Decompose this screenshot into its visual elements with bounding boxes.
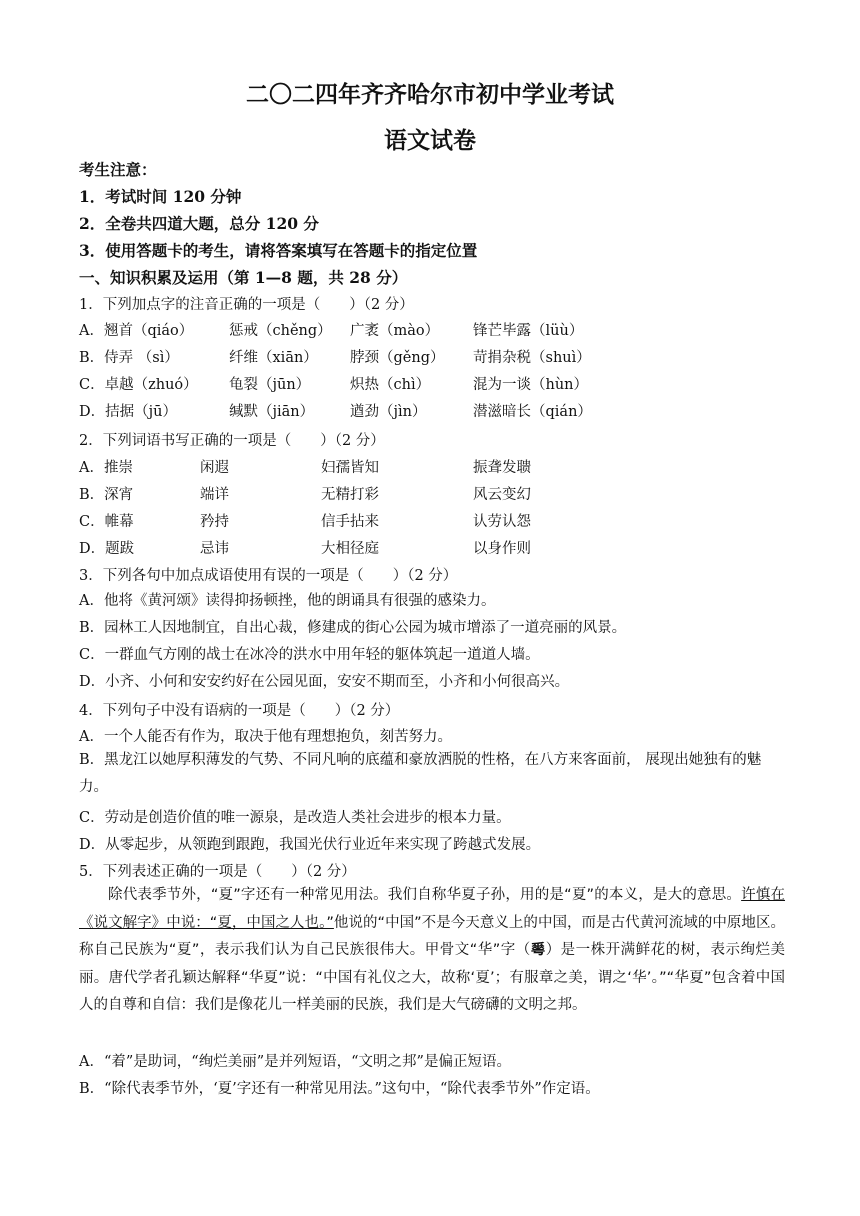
option-cell: D．拮据（jū） (79, 404, 177, 420)
option-cell: 信手拈来 (321, 514, 379, 530)
question-1-stem: 1．下列加点字的注音正确的一项是（ ）（2 分） (79, 297, 414, 313)
option-cell: 无精打彩 (321, 487, 379, 503)
option-cell: B．深宵 (79, 487, 134, 503)
option-cell: B．侍弄 （sì） (79, 350, 179, 366)
option-cell: C．帷幕 (79, 514, 134, 530)
question-5-option-b: B．“除代表季节外，‘夏’字还有一种常见用法。”这句中，“除代表季节外”作定语。 (79, 1081, 600, 1097)
question-3-stem: 3．下列各句中加点成语使用有误的一项是（ ）（2 分） (79, 568, 458, 584)
notice-item: 1．考试时间 120 分钟 (79, 187, 242, 206)
option-cell: 遒劲（jìn） (350, 404, 427, 420)
passage-text: 除代表季节外，“夏”字还有一种常见用法。我们自称华夏子孙，用的是“夏”的本义，是大的意思。 (108, 887, 742, 903)
oracle-bone-glyph-icon: 𠌶 (530, 942, 546, 958)
option-cell: 以身作则 (473, 541, 531, 557)
option-cell: 认劳认怨 (473, 514, 531, 530)
question-5-option-a: A．“着”是助词，“绚烂美丽”是并列短语，“文明之邦”是偏正短语。 (79, 1054, 511, 1070)
option-cell: A．推崇 (79, 460, 133, 476)
option-cell: A．翘首（qiáo） (79, 323, 194, 339)
option-cell: 脖颈（gěng） (350, 350, 445, 366)
option-cell: 忌讳 (200, 541, 229, 557)
option-cell: 苛捐杂税（shuì） (473, 350, 591, 366)
option-cell: 锋芒毕露（lüù） (473, 323, 584, 339)
option-cell: 潜滋暗长（qián） (473, 404, 592, 420)
question-4-option-c: C．劳动是创造价值的唯一源泉，是改造人类社会进步的根本力量。 (79, 810, 511, 826)
option-cell: 混为一谈（hùn） (473, 377, 589, 393)
question-3-option-a: A．他将《黄河颂》读得抑扬顿挫，他的朗诵具有很强的感染力。 (79, 593, 496, 609)
option-cell: 端详 (200, 487, 229, 503)
option-cell: 风云变幻 (473, 487, 531, 503)
option-cell: 广袤（mào） (350, 323, 440, 339)
option-cell: 妇孺皆知 (321, 460, 379, 476)
option-cell: 惩戒（chěng） (229, 323, 332, 339)
passage-text: 他说的“中国”不是今天意义上的中国，而是古代黄河流域的中原地区。称自己民族为“夏”，表示我们认为自己民族很伟大。甲骨文“华”字（ (79, 914, 785, 958)
option-cell: 振聋发聩 (473, 460, 531, 476)
section-heading: 一、知识积累及运用（第 1—8 题，共 28 分） (79, 268, 408, 287)
option-cell: 矜持 (200, 514, 229, 530)
question-3-option-b: B．园林工人因地制宜，自出心裁，修建成的街心公园为城市增添了一道亮丽的风景。 (79, 620, 627, 636)
question-4-option-b: B．黑龙江以她厚积薄发的气势、不同凡响的底蕴和豪放洒脱的性格，在八方来客面前， 展现出她独有的魅力。 (79, 752, 762, 795)
notice-item: 3．使用答题卡的考生，请将答案填写在答题卡的指定位置 (79, 241, 478, 260)
option-cell: 大相径庭 (321, 541, 379, 557)
question-4-stem: 4．下列句子中没有语病的一项是（ ）（2 分） (79, 703, 400, 719)
option-cell: C．卓越（zhuó） (79, 377, 198, 393)
exam-subtitle: 语文试卷 (384, 127, 476, 154)
question-3-option-c: C．一群血气方刚的战士在冰冷的洪水中用年轻的躯体筑起一道道人墙。 (79, 647, 540, 663)
passage-underlined-quote: 许慎在《说文解字》中说：“夏，中国之人也。” (79, 887, 786, 931)
question-5-passage (79, 882, 785, 1020)
option-cell: 纤维（xiān） (229, 350, 318, 366)
option-cell: 闲遐 (200, 460, 229, 476)
notice-heading: 考生注意： (79, 160, 157, 179)
exam-title: 二〇二四年齐齐哈尔市初中学业考试 (246, 81, 614, 108)
question-3-option-d: D．小齐、小何和安安约好在公园见面，安安不期而至，小齐和小何很高兴。 (79, 674, 570, 690)
option-cell: 炽热（chì） (350, 377, 431, 393)
question-2-stem: 2．下列词语书写正确的一项是（ ）（2 分） (79, 433, 385, 449)
notice-item: 2．全卷共四道大题，总分 120 分 (79, 214, 319, 233)
passage-text: ）是一株开满鲜花的树，表示绚烂美丽。唐代学者孔颖达解释“华夏”说：“中国有礼仪之大，故称‘夏’；有服章之美，谓之‘华’。”“华夏”包含着中国人的自尊和自信：我们是像花儿一样美丽的民族，我们是大气磅礴的文明之邦。 (79, 942, 786, 1013)
question-4-option-a: A．一个人能否有作为，取决于他有理想抱负，刻苦努力。 (79, 729, 452, 745)
option-cell: 龟裂（jūn） (229, 377, 311, 393)
option-cell: 缄默（jiān） (229, 404, 315, 420)
option-cell: D．题跋 (79, 541, 135, 557)
question-5-stem: 5．下列表述正确的一项是（ ）（2 分） (79, 864, 356, 880)
question-4-option-d: D．从零起步，从领跑到跟跑，我国光伏行业近年来实现了跨越式发展。 (79, 837, 541, 853)
